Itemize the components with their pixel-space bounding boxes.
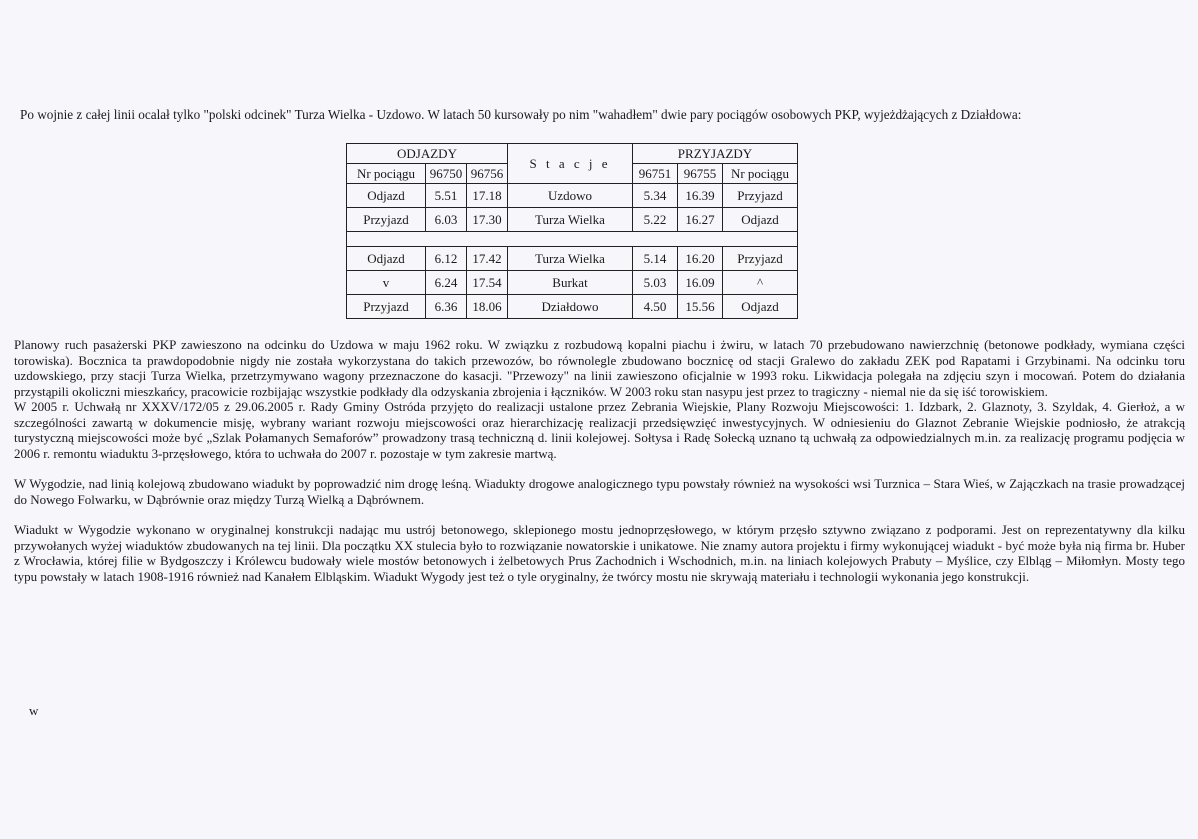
time-cell: 5.51 bbox=[426, 184, 467, 208]
table-row bbox=[347, 295, 798, 319]
station-cell: Burkat bbox=[508, 271, 633, 295]
footer-mark: w bbox=[29, 703, 39, 718]
time-cell: 6.12 bbox=[426, 247, 467, 271]
left-type-cell: Przyjazd bbox=[347, 208, 426, 232]
train-number: 96751 bbox=[633, 164, 678, 184]
time-cell: 18.06 bbox=[467, 295, 508, 319]
time-cell: 6.36 bbox=[426, 295, 467, 319]
train-number: 96756 bbox=[467, 164, 508, 184]
right-type-cell: Przyjazd bbox=[723, 184, 798, 208]
left-type-cell: Odjazd bbox=[347, 184, 426, 208]
time-cell: 17.54 bbox=[467, 271, 508, 295]
time-cell: 6.24 bbox=[426, 271, 467, 295]
time-cell: 5.34 bbox=[633, 184, 678, 208]
time-cell: 6.03 bbox=[426, 208, 467, 232]
station-cell: Działdowo bbox=[508, 295, 633, 319]
intro-text: Po wojnie z całej linii ocalał tylko "polski odcinek" Turza Wielka - Uzdowo. W latach 50 kursowały po nim "wahadłem" dwie pary pociągów osobowych PKP, wyjeżdżających z Działdowa: bbox=[20, 107, 1022, 122]
time-cell: 15.56 bbox=[678, 295, 723, 319]
paragraph-resolution: W 2005 r. Uchwałą nr XXXV/172/05 z 29.06.2005 r. Rady Gminy Ostróda przyjęto do realizacji ustalone przez Zebrania Wiejskie, Plany Rozwoju Miejscowości: 1. Idzbark, 2. Glaznoty, 3. Szyldak, 4. Gierłoż, a w szczególności zawartą w dokumencie misję, wybrany wariant rozwoju miejscowości oraz hierarchizację realizacji przedsięwzięć inwestycyjnych. W odniesieniu do Glaznot Zebranie Wiejskie podniosło, że atrakcją turystyczną miejscowości może być „Szlak Połamanych Semaforów” prowadzony trasą techniczną d. linii kolejowej. Sołtysa i Radę Sołecką uznano tą uchwałą za odpowiedzialnych m.in. za realizację programu podjęcia w 2006 r. remontu wiaduktu 3-przęsłowego, która to uchwała do 2007 r. pozostaje w tym zakresie martwą. bbox=[14, 399, 1185, 461]
time-cell: 16.27 bbox=[678, 208, 723, 232]
right-type-cell: Przyjazd bbox=[723, 247, 798, 271]
station-cell: Turza Wielka bbox=[508, 208, 633, 232]
time-cell: 5.14 bbox=[633, 247, 678, 271]
paragraph-wygoda: Wiadukt w Wygodzie wykonano w oryginalnej konstrukcji nadając mu ustrój betonowego, sklepionego mostu jednoprzęsłowego, w którym przęsło sztywno związano z podporami. Jest on reprezentatywny dla kilku przywołanych wyżej wiaduktów zbudowanych na tej linii. Dla początku XX stulecia było to rozwiązanie nowatorskie i unikatowe. Nie znamy autora projektu i firmy wykonującej wiadukt - być może była nią firma br. Huber z Wrocławia, której filie w Bydgoszczy i Królewcu budowały wiele mostów betonowych i żelbetowych Prus Zachodnich i Wschodnich, m.in. na liniach kolejowych Prabuty – Myślice, czy Elbląg – Miłomłyn. Mosty tego typu powstały w latach 1908-1916 również nad Kanałem Elbląskim. Wiadukt Wygody jest też o tyle oryginalny, że twórcy mostu nie skrywają materiału i technologii wykonania jego konstrukcji. bbox=[14, 522, 1185, 584]
arrivals-header: PRZYJAZDY bbox=[633, 144, 798, 164]
time-cell: 16.39 bbox=[678, 184, 723, 208]
table-spacer bbox=[347, 232, 798, 247]
right-type-cell: Odjazd bbox=[723, 295, 798, 319]
left-type-cell: Odjazd bbox=[347, 247, 426, 271]
time-cell: 16.09 bbox=[678, 271, 723, 295]
table-row bbox=[347, 271, 798, 295]
train-number-label-right: Nr pociągu bbox=[723, 164, 798, 184]
table-row bbox=[347, 247, 798, 271]
table-row bbox=[347, 208, 798, 232]
time-cell: 5.22 bbox=[633, 208, 678, 232]
time-cell: 17.30 bbox=[467, 208, 508, 232]
time-cell: 4.50 bbox=[633, 295, 678, 319]
time-cell: 5.03 bbox=[633, 271, 678, 295]
station-cell: Uzdowo bbox=[508, 184, 633, 208]
train-number: 96750 bbox=[426, 164, 467, 184]
station-cell: Turza Wielka bbox=[508, 247, 633, 271]
right-type-cell: ^ bbox=[723, 271, 798, 295]
right-type-cell: Odjazd bbox=[723, 208, 798, 232]
left-type-cell: v bbox=[347, 271, 426, 295]
body-text bbox=[14, 337, 1185, 584]
train-number-label-left: Nr pociągu bbox=[347, 164, 426, 184]
departures-header: ODJAZDY bbox=[347, 144, 508, 164]
table-header-row bbox=[347, 144, 798, 164]
time-cell: 17.18 bbox=[467, 184, 508, 208]
left-type-cell: Przyjazd bbox=[347, 295, 426, 319]
table-spacer-row bbox=[347, 232, 798, 247]
paragraph-viaducts: W Wygodzie, nad linią kolejową zbudowano wiadukt by poprowadzić nim drogę leśną. Wiadukty drogowe analogicznego typu powstały również na wysokości wsi Turznica – Stara Wieś, w Zajączkach na trasie prowadzącej do Nowego Folwarku, w Dąbrównie oraz między Turzą Wielką a Dąbrównem. bbox=[14, 476, 1185, 507]
paragraph-history: Planowy ruch pasażerski PKP zawieszono na odcinku do Uzdowa w maju 1962 roku. W związku z rozbudową kopalni piachu i żwiru, w latach 70 przebudowano nawierzchnię (betonowe podkłady, wymiana części torowiska). Bocznica ta prawdopodobnie nigdy nie została wykorzystana do takich przewozów, bo równolegle zbudowano bocznicę od stacji Gralewo do zakładu ZEK pod Rapatami i Grzybinami. Na odcinku toru uzdowskiego, przy stacji Turza Wielka, przetrzymywano wagony przeznaczone do kasacji. "Przewozy" na linii zawieszono oficjalnie w 1993 roku. Likwidacja polegała na zdjęciu szyn i mocowań. Potem do działania przystąpili okoliczni mieszkańcy, pracowicie rozbijając wszystkie podkłady dla odzyskania zbrojenia i łączników. W 2003 roku stan nasypu jest przez to tragiczny - niemal nie da się iść torowiskiem. bbox=[14, 337, 1185, 399]
time-cell: 17.42 bbox=[467, 247, 508, 271]
time-cell: 16.20 bbox=[678, 247, 723, 271]
train-number: 96755 bbox=[678, 164, 723, 184]
timetable bbox=[346, 143, 798, 319]
table-row bbox=[347, 184, 798, 208]
stations-header: S t a c j e bbox=[508, 144, 633, 184]
